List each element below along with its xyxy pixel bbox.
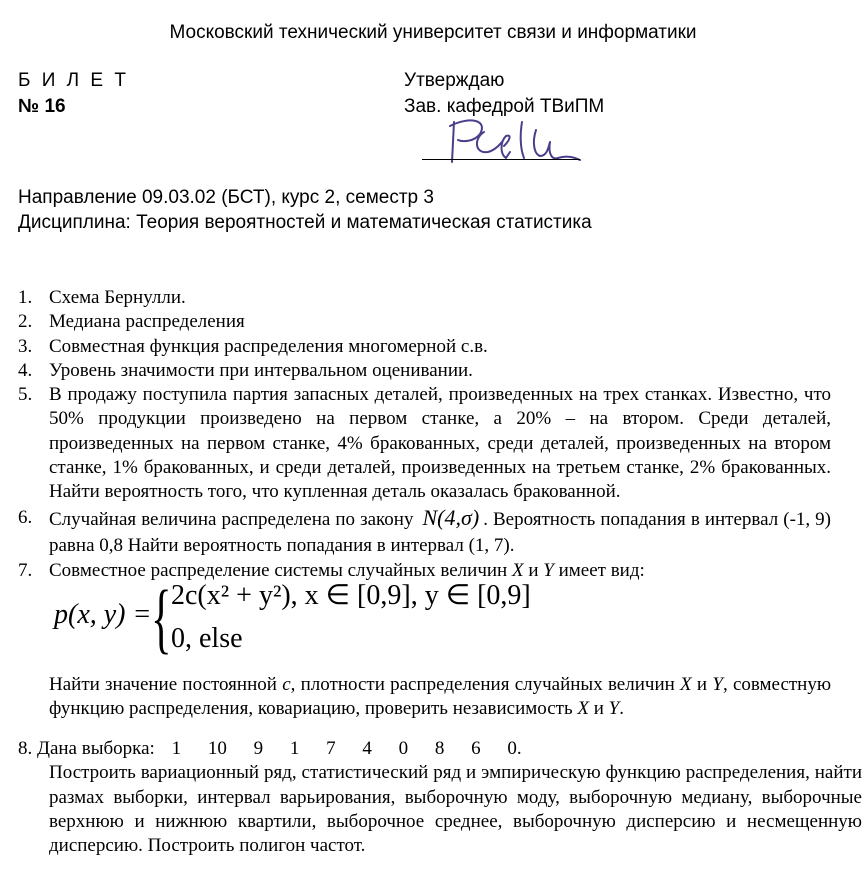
question-number: 3. — [18, 335, 33, 357]
question-item: 7. Совместное распределение системы случайных величин X и Y имеет вид: p(x, y) = { 2c(x² + y²), x ∈ [0,9], y ∈ [0,9] 0, else Найти значение постоянной c, плотности распределения случайных величин X и Y, совместную функцию распределения, ковариацию, проверить независимость X и Y. — [18, 559, 832, 720]
question-number: 4. — [18, 359, 33, 381]
conjunction: и — [528, 559, 539, 581]
question-text: В продажу поступила партия запасных деталей, произведенных на трех станках. Известно, что 50% продукции произведено на первом станке, а 20% – на втором. Среди деталей, произведенных на первом станке, 4% бракованных, среди деталей, произведенных на втором станке, 1% бракованных, и среди деталей, произведенных на третьем станке, 2% бракованных. Найти вероятность того, что купленная деталь оказалась бракованной. — [49, 384, 831, 503]
question-text: Уровень значимости при интервальном оценивании. — [49, 359, 473, 381]
question-item — [18, 286, 831, 310]
question-text: Найти значение постоянной — [49, 673, 277, 695]
formula-case-1: 2c(x² + y²), x ∈ [0,9], y ∈ [0,9] — [171, 579, 531, 611]
question-text: , плотности распределения случайных величин — [290, 673, 675, 695]
question-text: Совместное распределение системы случайных величин — [49, 559, 508, 581]
sample-value: 7 — [326, 738, 336, 759]
sample-value: 1 — [171, 738, 182, 759]
sample-line — [37, 737, 862, 761]
ticket-number: № 16 — [18, 96, 66, 117]
formula-case-2: 0, else — [171, 622, 243, 654]
ticket-label: Б И Л Е Т — [18, 70, 129, 91]
discipline-line: Дисциплина: Теория вероятностей и математическая статистика — [18, 212, 592, 233]
brace-icon: { — [151, 573, 172, 661]
question-item — [18, 383, 831, 504]
questions-list — [18, 286, 831, 722]
question-text: , совместную функцию распределения, ковариацию, проверить независимость — [49, 673, 832, 720]
question-number: 7. — [18, 559, 33, 581]
question-text: Схема Бернулли. — [49, 287, 186, 308]
question-item — [18, 505, 831, 559]
question-number: 6. — [18, 506, 33, 528]
department-head-label: Зав. кафедрой ТВиПМ — [404, 96, 605, 117]
question-number: 2. — [18, 311, 33, 333]
sample-value: 0. — [507, 738, 522, 759]
var-c: c — [282, 673, 291, 695]
sample-label: Дана выборка: — [37, 738, 155, 759]
question-text: . Вероятность попадания в интервал (-1, 9) равна 0,8 Найти вероятность попадания в интервал (1, 7). — [49, 508, 832, 556]
conjunction: и — [696, 673, 708, 695]
var-y: Y — [608, 698, 620, 720]
var-x: X — [680, 673, 692, 695]
question-text: Построить вариационный ряд, статистический ряд и эмпирическую функцию распределения, найти размах выборки, интервал варьирования, выборочную моду, выборочную медиану, выборочные верхнюю и нижнюю квартили, выборочное среднее, выборочную дисперсию и несмещенную дисперсию. Построить полигон частот. — [49, 762, 862, 857]
question-item — [18, 359, 831, 383]
conjunction: и — [593, 698, 604, 720]
question-number: 5. — [18, 384, 33, 406]
approve-label: Утверждаю — [404, 70, 505, 91]
university-name: Московский технический университет связи и информатики — [169, 22, 697, 43]
sample-value: 8 — [434, 738, 445, 759]
var-x: X — [577, 698, 589, 720]
question-text: Случайная величина распределена по закону — [49, 508, 414, 530]
question-number: 1. — [18, 287, 33, 308]
var-y: Y — [543, 559, 554, 581]
question-text: Совместная функция распределения многомерной с.в. — [49, 335, 488, 357]
question-text: имеет вид: — [558, 559, 645, 581]
question-item — [18, 737, 862, 858]
question-number: 8. — [18, 738, 33, 759]
sample-value: 4 — [362, 738, 372, 759]
var-x: X — [511, 559, 524, 581]
handwritten-signature — [440, 112, 590, 172]
question-text: Медиана распределения — [49, 311, 245, 333]
question-item — [18, 335, 831, 359]
var-y: Y — [712, 673, 723, 695]
normal-distribution-formula: N(4,σ) — [422, 504, 480, 530]
direction-line: Направление 09.03.02 (БСТ), курс 2, семестр 3 — [18, 187, 434, 208]
signature-line — [422, 159, 580, 160]
formula-lhs: p(x, y) = — [54, 598, 152, 630]
sample-value: 1 — [289, 738, 300, 759]
sample-value: 9 — [253, 738, 264, 759]
sample-value: 0 — [398, 738, 409, 759]
question-item — [18, 310, 831, 334]
sample-value: 6 — [471, 738, 481, 759]
sample-value: 10 — [207, 738, 227, 759]
